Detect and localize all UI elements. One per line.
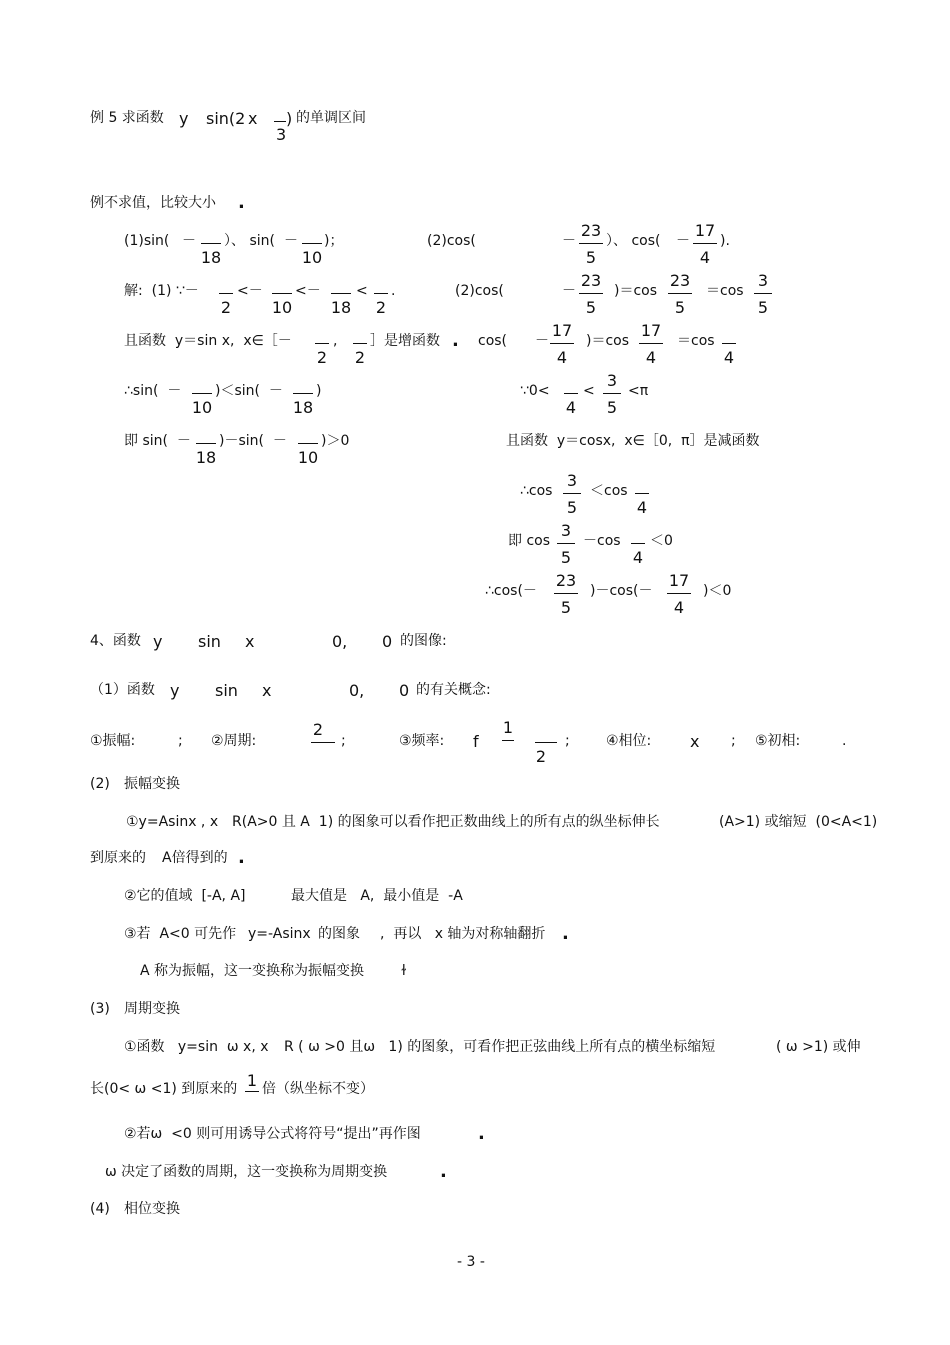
sol2-line4: 且函数 y＝cosx, x∈［0, π］是减函数 bbox=[506, 433, 760, 449]
sol2-d5: 5 bbox=[566, 498, 578, 517]
sub1-tail: 的有关概念: bbox=[416, 682, 491, 698]
sol1-line2-dot: . bbox=[452, 330, 459, 351]
fraction-bar bbox=[579, 293, 603, 294]
sol1-line1-end: . bbox=[391, 283, 396, 299]
sol1-line1-d1: 2 bbox=[220, 298, 232, 317]
sol2-d5: 5 bbox=[560, 598, 572, 617]
fraction-bar bbox=[667, 593, 691, 594]
sub1-sin: sin bbox=[215, 681, 238, 700]
sol2-d5: 5 bbox=[585, 298, 597, 317]
fraction-bar bbox=[639, 343, 663, 344]
sol2-d5: 5 bbox=[560, 548, 572, 567]
sub1-x: x bbox=[262, 681, 272, 700]
fraction-bar bbox=[502, 740, 514, 741]
sol1-line4-end: )＞0 bbox=[321, 433, 350, 449]
fraction-bar bbox=[315, 343, 329, 344]
sol1-line1-d2: 10 bbox=[271, 298, 293, 317]
concept-period-end: ; bbox=[341, 733, 346, 749]
sol2-line6-mid: －cos bbox=[583, 533, 621, 549]
q1-minus2: － bbox=[284, 233, 298, 249]
sec4-zero1: 0, bbox=[332, 632, 348, 651]
sol1-line4-mid: )－sin( － bbox=[219, 433, 287, 449]
sol1-line2-comma: , bbox=[333, 333, 338, 349]
fraction-bar bbox=[603, 393, 621, 394]
s2-p1-dot: . bbox=[238, 847, 245, 868]
fraction-bar bbox=[564, 393, 578, 394]
sec4-x: x bbox=[245, 632, 255, 651]
sec4-sin: sin bbox=[198, 632, 221, 651]
concept-phase-x: x bbox=[690, 732, 700, 751]
concept-phase: ④相位: bbox=[606, 733, 652, 749]
concept-phase-end: ; bbox=[731, 733, 736, 749]
s2-p2b: 最大值是 A, 最小值是 -A bbox=[291, 888, 463, 904]
s2-title: 振幅变换 bbox=[124, 776, 180, 792]
sol2-n17: 17 bbox=[668, 571, 690, 590]
sol2-d4: 4 bbox=[673, 598, 685, 617]
fraction-bar bbox=[722, 343, 736, 344]
q1-end: )； bbox=[324, 233, 344, 249]
sol2-line7-mid: )－cos(－ bbox=[590, 583, 653, 599]
s2-p4: A 称为振幅，这一变换称为振幅变换 bbox=[140, 963, 365, 979]
compare-dot: . bbox=[238, 192, 245, 213]
q2-minus1: － bbox=[562, 233, 576, 249]
sol2-line2-eq1: )＝cos bbox=[586, 333, 630, 349]
sol1-line1-d4: 2 bbox=[375, 298, 387, 317]
s2-p3b: y=-Asinx bbox=[248, 926, 311, 942]
q2-num1: 23 bbox=[580, 221, 602, 240]
q2-label: (2)cos( bbox=[427, 233, 476, 249]
fraction-bar bbox=[563, 493, 581, 494]
fraction-bar bbox=[302, 243, 322, 244]
fraction-bar bbox=[311, 742, 335, 743]
sol1-line1-lt1: <－ bbox=[237, 283, 263, 299]
sol1-line1-d3: 18 bbox=[330, 298, 352, 317]
sol2-line6-prefix: 即 cos bbox=[508, 533, 551, 549]
sol2-line3-end: <π bbox=[628, 383, 649, 399]
page-number: - 3 - bbox=[457, 1254, 485, 1270]
ex5-denominator: 3 bbox=[276, 125, 287, 144]
sol1-line2-d1: 2 bbox=[316, 348, 328, 367]
ex5-tail: 的单调区间 bbox=[296, 110, 366, 126]
fraction-bar bbox=[274, 121, 286, 122]
sol2-line5-mid: ＜cos bbox=[590, 483, 628, 499]
s3-p1a: ①函数 y=sin ω x, x bbox=[124, 1039, 269, 1055]
fraction-bar bbox=[631, 543, 645, 544]
s2-label: (2) bbox=[90, 776, 110, 792]
sol2-d4: 4 bbox=[565, 398, 577, 417]
sol2-line6-end: ＜0 bbox=[650, 533, 673, 549]
s2-p3c: 的图象 bbox=[318, 926, 360, 942]
s2-p1a: ①y=Asinx , x bbox=[126, 814, 219, 830]
sol2-n23: 23 bbox=[669, 271, 691, 290]
fraction-bar bbox=[293, 393, 313, 394]
sol2-d5: 5 bbox=[606, 398, 618, 417]
sol2-line1-minus: － bbox=[562, 283, 576, 299]
sol2-n3: 3 bbox=[606, 371, 618, 390]
sub1-zero1: 0, bbox=[349, 681, 365, 700]
sol1-line3-end: ) bbox=[316, 383, 322, 399]
q1-den2: 10 bbox=[301, 248, 323, 267]
sub1-label: （1）函数 bbox=[90, 682, 155, 698]
sol1-line4-d2: 10 bbox=[297, 448, 319, 467]
sol2-line2-minus: － bbox=[535, 333, 549, 349]
sol1-line3-d1: 10 bbox=[191, 398, 213, 417]
concept-f: f bbox=[473, 732, 479, 751]
s2-p4-mark: ɫ bbox=[401, 963, 407, 979]
sol2-n3: 3 bbox=[566, 471, 578, 490]
sol2-n23: 23 bbox=[580, 271, 602, 290]
s3-p1e: 倍（纵坐标不变） bbox=[262, 1081, 374, 1097]
s2-p1b: R(A>0 且 A 1) 的图象可以看作把正数曲线上的所有点的纵坐标伸长 bbox=[232, 814, 660, 830]
sec4-zero2: 0 bbox=[382, 632, 393, 651]
s2-p1c: (A>1) 或缩短 (0<A<1) bbox=[719, 814, 878, 830]
s3-p2: ②若ω <0 则可用诱导公式将符号“提出”再作图 bbox=[124, 1126, 421, 1142]
sol2-d5: 5 bbox=[757, 298, 769, 317]
sol2-d4: 4 bbox=[636, 498, 648, 517]
sol2-line1-eq2: ＝cos bbox=[706, 283, 744, 299]
fraction-bar bbox=[579, 243, 603, 244]
fraction-bar bbox=[196, 443, 216, 444]
ex5-x: x bbox=[248, 109, 258, 128]
sol1-line1-lt2: <－ bbox=[295, 283, 321, 299]
sol2-d4: 4 bbox=[723, 348, 735, 367]
sol2-d4: 4 bbox=[645, 348, 657, 367]
sol2-n17: 17 bbox=[551, 321, 573, 340]
s3-p1d: 长(0< ω <1) 到原来的 bbox=[90, 1081, 238, 1097]
sec4-tail: 的图像: bbox=[400, 633, 447, 649]
sol2-line7-prefix: ∴cos(－ bbox=[485, 583, 537, 599]
q2-end: ). bbox=[720, 233, 730, 249]
q1-den1: 18 bbox=[200, 248, 222, 267]
concept-initial-phase: ⑤初相: bbox=[755, 733, 801, 749]
q2-mid: ）、 cos( bbox=[606, 233, 661, 249]
sol2-d4: 4 bbox=[556, 348, 568, 367]
sol2-n3: 3 bbox=[757, 271, 769, 290]
q1-minus1: － bbox=[182, 233, 196, 249]
sol1-line1-lt3: < bbox=[356, 283, 368, 299]
sub1-y: y bbox=[170, 681, 180, 700]
sol1-line4-prefix: 即 sin( － bbox=[124, 433, 191, 449]
sol2-line1-eq1: )＝cos bbox=[614, 283, 658, 299]
fraction-bar bbox=[192, 393, 212, 394]
fraction-bar bbox=[331, 293, 351, 294]
fraction-bar bbox=[693, 243, 717, 244]
concept-amplitude-end: ; bbox=[178, 733, 183, 749]
fraction-bar bbox=[550, 343, 574, 344]
ex5-y: y bbox=[179, 109, 189, 128]
sub1-zero2: 0 bbox=[399, 681, 410, 700]
fraction-bar bbox=[668, 293, 692, 294]
fraction-bar bbox=[272, 293, 292, 294]
ex5-close: ) bbox=[286, 109, 293, 128]
concept-amplitude: ①振幅: bbox=[90, 733, 136, 749]
compare-title: 例不求值，比较大小 bbox=[90, 195, 216, 211]
s3-p1b: R ( ω >0 且ω 1) 的图象，可看作把正弦曲线上所有点的横坐标缩短 bbox=[284, 1039, 716, 1055]
s2-p2a: ②它的值域 [-A, A] bbox=[124, 888, 246, 904]
fraction-bar bbox=[245, 1091, 259, 1092]
s3-p2-dot: . bbox=[478, 1123, 485, 1144]
ex5-expr: sin(2 bbox=[206, 109, 246, 128]
s2-p1d: 到原来的 bbox=[90, 850, 146, 866]
sol2-line5-prefix: ∴cos bbox=[520, 483, 553, 499]
s2-p3d: , 再以 x 轴为对称轴翻折 bbox=[380, 926, 546, 942]
fraction-bar bbox=[374, 293, 388, 294]
sol1-line3-mid: )＜sin( － bbox=[215, 383, 283, 399]
sol2-line2-label: cos( bbox=[478, 333, 508, 349]
q1-label: (1)sin( bbox=[124, 233, 170, 249]
concept-period: ②周期: bbox=[211, 733, 257, 749]
sol2-d5: 5 bbox=[674, 298, 686, 317]
sec4-y: y bbox=[153, 632, 163, 651]
sol2-line3-prefix: ∵0< bbox=[520, 383, 550, 399]
q2-den1: 5 bbox=[585, 248, 597, 267]
example5-label: 例 5 求函数 bbox=[90, 110, 164, 126]
concept-frequency-end: ; bbox=[565, 733, 570, 749]
sol1-line3-d2: 18 bbox=[292, 398, 314, 417]
q2-den2: 4 bbox=[699, 248, 711, 267]
sol2-n3: 3 bbox=[560, 521, 572, 540]
sec4-label: 4、函数 bbox=[90, 633, 141, 649]
s3-label: (3) bbox=[90, 1001, 110, 1017]
s3-p1c: ( ω >1) 或伸 bbox=[776, 1039, 861, 1055]
sol2-line7-end: )＜0 bbox=[703, 583, 732, 599]
fraction-bar bbox=[554, 593, 578, 594]
q1-mid: ）、 sin( bbox=[224, 233, 275, 249]
fraction-bar bbox=[754, 293, 772, 294]
s4-title: 相位变换 bbox=[124, 1201, 180, 1217]
sol1-line2-d2: 2 bbox=[354, 348, 366, 367]
fraction-bar bbox=[353, 343, 367, 344]
q2-minus2: － bbox=[676, 233, 690, 249]
concept-frequency: ③频率: bbox=[399, 733, 445, 749]
sol1-line3-prefix: ∴sin( － bbox=[124, 383, 182, 399]
s2-p3-dot: . bbox=[562, 923, 569, 944]
sol2-line3-lt1: < bbox=[583, 383, 595, 399]
sol2-line1-label: (2)cos( bbox=[455, 283, 504, 299]
concept-period-num: 2 bbox=[312, 720, 324, 739]
concept-freq-num: 1 bbox=[502, 718, 514, 737]
fraction-bar bbox=[298, 443, 318, 444]
fraction-bar bbox=[635, 493, 649, 494]
fraction-bar bbox=[201, 243, 221, 244]
concept-freq-den: 2 bbox=[535, 747, 547, 766]
s2-p1e: A倍得到的 bbox=[162, 850, 228, 866]
s3-p3-dot: . bbox=[440, 1161, 447, 1182]
concept-initial-phase-end: . bbox=[842, 733, 847, 749]
s3-p3: ω 决定了函数的周期，这一变换称为周期变换 bbox=[105, 1164, 388, 1180]
s2-p3a: ③若 A<0 可先作 bbox=[124, 926, 237, 942]
s4-label: (4) bbox=[90, 1201, 110, 1217]
sol1-line1-prefix: 解: (1) ∵－ bbox=[124, 283, 199, 299]
sol2-n23: 23 bbox=[555, 571, 577, 590]
sol2-d4: 4 bbox=[632, 548, 644, 567]
fraction-bar bbox=[535, 742, 557, 743]
sol2-line2-eq2: ＝cos bbox=[677, 333, 715, 349]
sol2-n17: 17 bbox=[640, 321, 662, 340]
q2-num2: 17 bbox=[694, 221, 716, 240]
fraction-bar bbox=[557, 543, 575, 544]
sol1-line4-d1: 18 bbox=[195, 448, 217, 467]
s3-p1-num: 1 bbox=[246, 1071, 258, 1090]
sol1-line2-end: ］是增函数 bbox=[370, 333, 440, 349]
s3-title: 周期变换 bbox=[124, 1001, 180, 1017]
sol1-line2-prefix: 且函数 y＝sin x, x∈［－ bbox=[124, 333, 292, 349]
fraction-bar bbox=[219, 293, 233, 294]
